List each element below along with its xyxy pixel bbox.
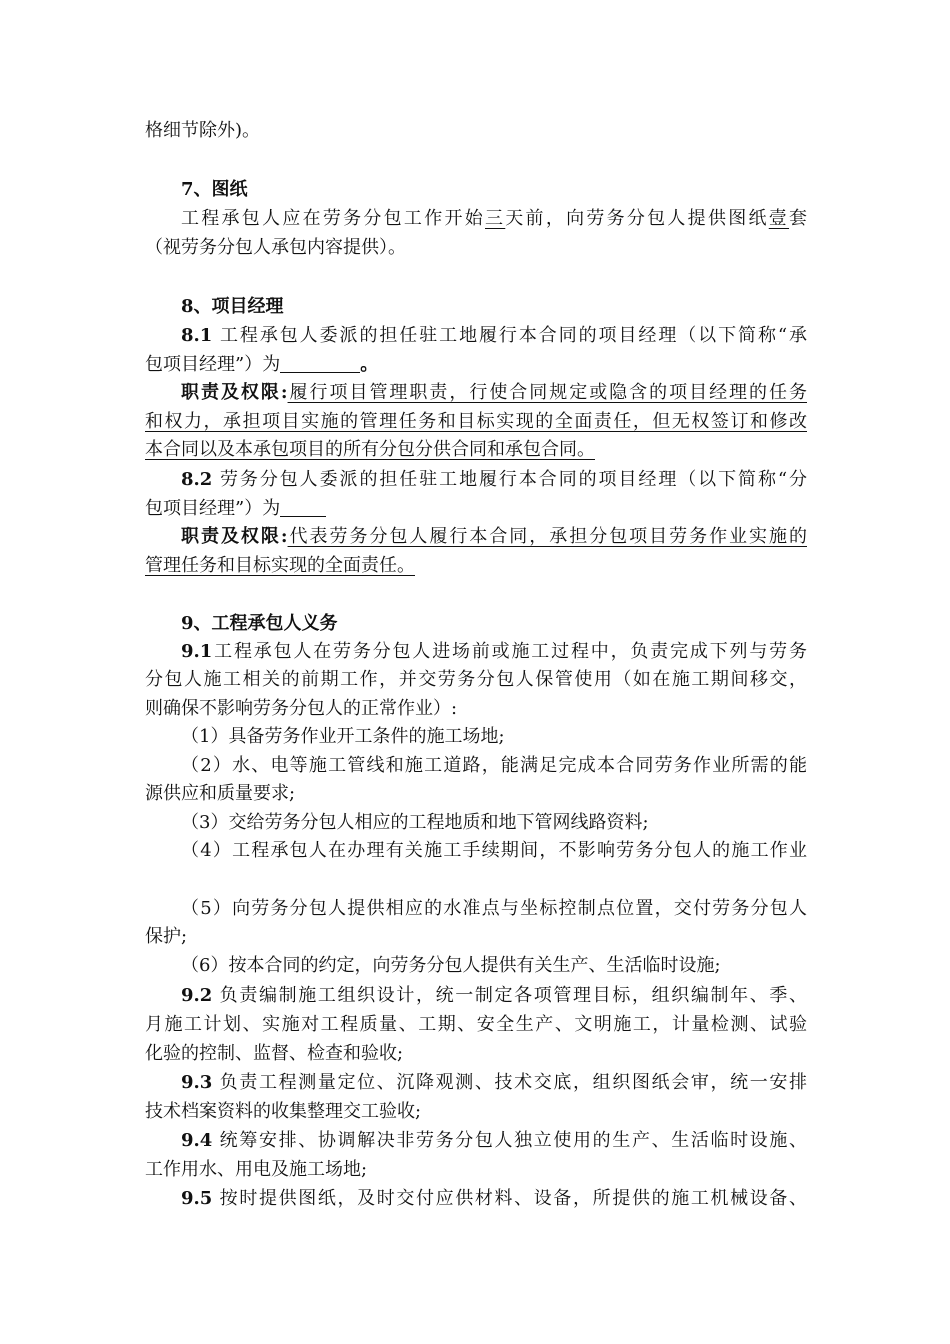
list-item-6: （6）按本合同的约定，向劳务分包人提供有关生产、生活临时设施; xyxy=(181,955,721,976)
paragraph-7-line-1 xyxy=(181,206,807,232)
section-heading-7: 7、图纸 xyxy=(181,179,248,200)
clause-9-1-line-3: 则确保不影响劳务分包人的正常作业）: xyxy=(145,698,458,719)
list-item-3: （3）交给劳务分包人相应的工程地质和地下管网线路资料; xyxy=(181,812,649,833)
text-span: 负责工程测量定位、沉降观测、技术交底，组织图纸会审，统一安排 xyxy=(212,1072,807,1093)
text-span: 天前，向劳务分包人提供图纸 xyxy=(505,208,769,229)
clause-8-2-line-2 xyxy=(145,496,326,522)
clause-number: 9.5 xyxy=(181,1188,213,1209)
text-span: 工程承包人在劳务分包人进场前或施工过程中，负责完成下列与劳务 xyxy=(212,641,807,662)
duty-2-line-1 xyxy=(181,524,807,550)
blank-line xyxy=(280,498,326,517)
duty-1-line-2: 和权力，承担项目实施的管理任务和目标实现的全面责任，但无权签订和修改 xyxy=(145,411,807,432)
clause-number: 8.1 xyxy=(181,325,213,346)
underlined-text: 代表劳务分包人履行本合同，承担分包项目劳务作业实施的 xyxy=(287,526,807,547)
clause-number: 9.3 xyxy=(181,1072,213,1093)
duty-label: 职责及权限: xyxy=(181,526,288,547)
clause-9-1-line-1 xyxy=(181,639,807,665)
duty-label: 职责及权限: xyxy=(181,382,288,403)
underlined-value: 三 xyxy=(485,208,506,229)
clause-number: 9.4 xyxy=(181,1130,213,1151)
clause-9-2-line-3: 化验的控制、监督、检查和验收; xyxy=(145,1043,404,1064)
clause-number: 8.2 xyxy=(181,469,213,490)
duty-2-line-2: 管理任务和目标实现的全面责任。 xyxy=(145,555,415,576)
list-item-1: （1）具备劳务作业开工条件的施工场地; xyxy=(181,726,505,747)
list-item-2-line-1: （2）水、电等施工管线和施工道路，能满足完成本合同劳务作业所需的能 xyxy=(181,755,807,776)
clause-number: 9.2 xyxy=(181,985,213,1006)
text-span: 统筹安排、协调解决非劳务分包人独立使用的生产、生活临时设施、 xyxy=(212,1130,807,1151)
text-span: 工程承包人委派的担任驻工地履行本合同的项目经理（以下简称“承 xyxy=(212,325,807,346)
clause-number: 9.1 xyxy=(181,641,213,662)
clause-9-4-line-2: 工作用水、用电及施工场地; xyxy=(145,1159,368,1180)
duty-1-line-3: 本合同以及本承包项目的所有分包分供合同和承包合同。 xyxy=(145,439,595,460)
list-item-5-line-1: （5）向劳务分包人提供相应的水准点与坐标控制点位置，交付劳务分包人 xyxy=(181,898,807,919)
clause-8-2-line-1 xyxy=(181,467,807,493)
clause-8-1-line-2 xyxy=(145,352,378,378)
text-span: 。 xyxy=(360,354,379,375)
duty-1-line-1 xyxy=(181,380,807,406)
text-span: 劳务分包人委派的担任驻工地履行本合同的项目经理（以下简称“分 xyxy=(212,469,807,490)
text-span: 工程承包人应在劳务分包工作开始 xyxy=(181,208,485,229)
clause-9-2-line-2: 月施工计划、实施对工程质量、工期、安全生产、文明施工，计量检测、试验 xyxy=(145,1014,807,1035)
underlined-text: 履行项目管理职责，行使合同规定或隐含的项目经理的任务 xyxy=(287,382,807,403)
list-item-4: （4）工程承包人在办理有关施工手续期间，不影响劳务分包人的施工作业 xyxy=(181,840,807,861)
clause-9-4-line-1 xyxy=(181,1128,807,1154)
clause-9-3-line-1 xyxy=(181,1070,807,1096)
section-heading-9: 9、工程承包人义务 xyxy=(181,613,338,634)
list-item-5-line-2: 保护; xyxy=(145,926,188,947)
text-span: 套 xyxy=(789,208,808,229)
clause-8-1-line-1 xyxy=(181,323,807,349)
text-line: 格细节除外)。 xyxy=(145,120,261,141)
list-item-2-line-2: 源供应和质量要求; xyxy=(145,783,296,804)
clause-9-5-line-1 xyxy=(181,1186,807,1212)
paragraph-7-line-2: （视劳务分包人承包内容提供）。 xyxy=(145,237,406,258)
section-heading-8: 8、项目经理 xyxy=(181,296,284,317)
clause-9-1-line-2: 分包人施工相关的前期工作，并交劳务分包人保管使用（如在施工期间移交， xyxy=(145,669,807,690)
underlined-value: 壹 xyxy=(768,208,790,229)
text-span: 包项目经理”）为 xyxy=(145,354,281,375)
text-span: 按时提供图纸，及时交付应供材料、设备，所提供的施工机械设备、 xyxy=(212,1188,807,1209)
blank-line xyxy=(280,354,360,373)
text-span: 包项目经理”）为 xyxy=(145,498,281,519)
clause-9-3-line-2: 技术档案资料的收集整理交工验收; xyxy=(145,1101,422,1122)
clause-9-2-line-1 xyxy=(181,983,807,1009)
text-span: 负责编制施工组织设计，统一制定各项管理目标，组织编制年、季、 xyxy=(212,985,807,1006)
